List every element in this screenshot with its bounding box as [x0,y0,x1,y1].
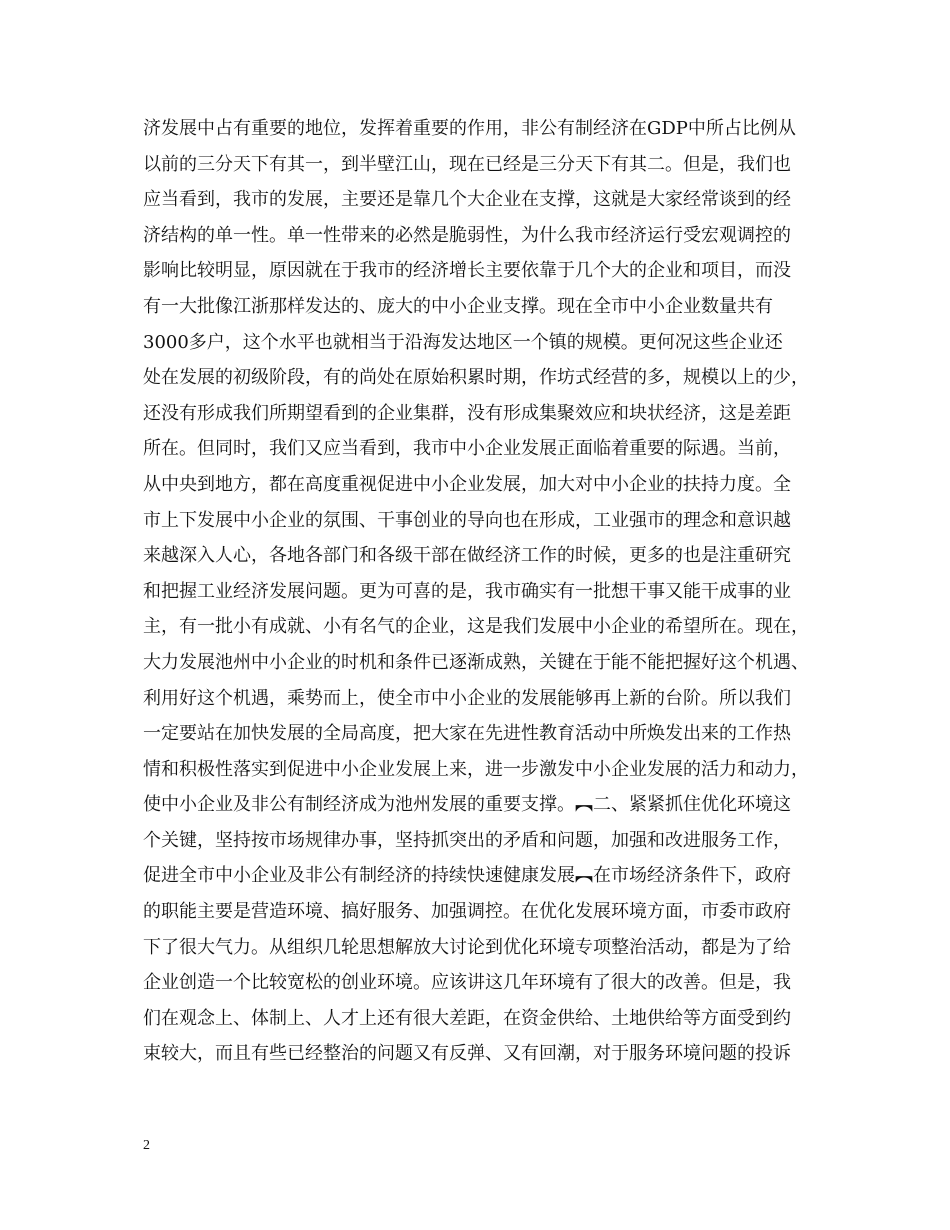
text-line: 3000多户，这个水平也就相当于沿海发达地区一个镇的规模。更何况这些企业还 [143,331,783,353]
text-line: 处在发展的初级阶段，有的尚处在原始积累时期，作坊式经营的多，规模以上的少， [143,367,809,389]
text-line: 济发展中占有重要的地位，发挥着重要的作用，非公有制经济在GDP中所占比例从 [143,118,796,139]
text-line: 束较大，而且有些已经整治的问题又有反弹、又有回潮，对于服务环境问题的投诉 [143,1043,791,1065]
text-line: 大力发展池州中小企业的时机和条件已逐渐成熟，关键在于能不能把握好这个机遇、 [143,651,809,673]
text-line: 主，有一批小有成就、小有名气的企业，这是我们发展中小企业的希望所在。现在， [143,616,809,638]
text-line: 利用好这个机遇，乘势而上，使全市中小企业的发展能够再上新的台阶。所以我们 [143,687,791,709]
text-line: 使中小企业及非公有制经济成为池州发展的重要支撑。︻二、紧紧抓住优化环境这 [143,794,791,816]
text-line: 情和积极性落实到促进中小企业发展上来，进一步激发中小企业发展的活力和动力， [143,758,809,780]
body-text [143,111,823,1072]
text-line: 从中央到地方，都在高度重视促进中小企业发展，加大对中小企业的扶持力度。全 [143,473,791,495]
text-line: 的职能主要是营造环境、搞好服务、加强调控。在优化发展环境方面，市委市政府 [143,901,791,923]
text-line: 还没有形成我们所期望看到的企业集群，没有形成集聚效应和块状经济，这是差距 [143,402,791,424]
text-line: 促进全市中小企业及非公有制经济的持续快速健康发展︻在市场经济条件下，政府 [143,865,791,887]
text-line: 济结构的单一性。单一性带来的必然是脆弱性，为什么我市经济运行受宏观调控的 [143,224,791,246]
text-line: 影响比较明显，原因就在于我市的经济增长主要依靠于几个大的企业和项目，而没 [143,260,791,282]
text-line: 企业创造一个比较宽松的创业环境。应该讲这几年环境有了很大的改善。但是，我 [143,972,791,994]
text-line: 以前的三分天下有其一，到半壁江山，现在已经是三分天下有其二。但是，我们也 [143,153,791,175]
text-line: 和把握工业经济发展问题。更为可喜的是，我市确实有一批想干事又能干成事的业 [143,580,791,602]
text-line: 有一大批像江浙那样发达的、庞大的中小企业支撑。现在全市中小企业数量共有 [143,295,773,317]
text-line: 下了很大气力。从组织几轮思想解放大讨论到优化环境专项整治活动，都是为了给 [143,936,791,958]
text-line: 应当看到，我市的发展，主要还是靠几个大企业在支撑，这就是大家经常谈到的经 [143,189,791,211]
text-line: 市上下发展中小企业的氛围、干事创业的导向也在形成，工业强市的理念和意识越 [143,509,791,531]
text-line: 来越深入人心，各地各部门和各级干部在做经济工作的时候，更多的也是注重研究 [143,545,791,567]
page-number: 2 [143,1138,150,1153]
text-line: 们在观念上、体制上、人才上还有很大差距，在资金供给、土地供给等方面受到约 [143,1007,791,1029]
text-line: 一定要站在加快发展的全局高度，把大家在先进性教育活动中所焕发出来的工作热 [143,723,791,745]
text-line: 个关键，坚持按市场规律办事，坚持抓突出的矛盾和问题，加强和改进服务工作， [143,829,791,851]
text-line: 所在。但同时，我们又应当看到，我市中小企业发展正面临着重要的际遇。当前， [143,438,791,460]
